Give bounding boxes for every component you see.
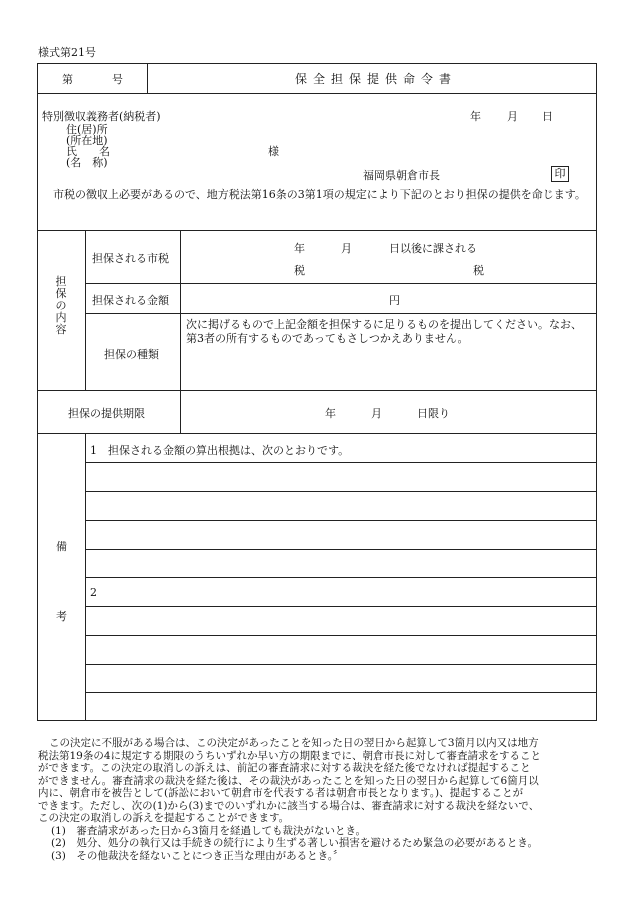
deadline-month: 月 <box>371 407 382 420</box>
address-label: 住(居)所 <box>66 123 108 136</box>
note-item: (3) その他裁決を経ないことにつき正当な理由があるとき。〞 <box>51 849 344 862</box>
form-frame <box>37 63 597 721</box>
seal-mark: 印 <box>551 166 569 182</box>
date-year: 年 <box>470 110 481 123</box>
remarks-item1: 1 担保される金額の算出根拠は、次のとおりです。 <box>90 444 350 457</box>
section-label: 担保の内容 <box>55 275 67 336</box>
date-day: 日 <box>542 110 553 123</box>
note-line: 内に、朝倉市を被告として(訴訟において朝倉市を代表する者は朝倉市長となります。)、提起することが <box>38 787 524 799</box>
type-text: 次に掲げるもので上記金額を担保するに足りるものを提出してください。なお、第3者の所有するものであってもさしつかえありません。 <box>186 318 582 345</box>
address-sub-label: (所在地) <box>66 134 108 147</box>
name-sub-label: (名 称) <box>66 156 108 169</box>
note-item: (1) 審査請求があった日から3箇月を経過しても裁決がないとき。 <box>51 824 367 837</box>
intro-text: 市税の徴収上必要があるので、地方税法第16条の3第1項の規定により下記のとおり担保の提供を命じます。 <box>53 188 586 201</box>
document-title: 保全担保提供命令書 <box>295 72 458 86</box>
number-label: 第 <box>62 73 73 86</box>
date-month: 月 <box>507 110 518 123</box>
addressee-line1: 特別徴収義務者(納税者) <box>42 110 161 123</box>
amount-label: 担保される金額 <box>92 294 169 307</box>
tax-left: 税 <box>294 264 305 277</box>
tax-label: 担保される市税 <box>92 252 169 265</box>
appeal-notes <box>38 737 541 862</box>
number-suffix: 号 <box>112 73 123 86</box>
note-line: ができます。この決定の取消しの訴えは、前記の審査請求に対する裁決を経た後でなければ提起すること <box>38 762 531 774</box>
remarks-label-1: 備 <box>56 540 67 553</box>
remarks-item2: 2 <box>90 586 97 599</box>
tax-day-suffix: 日以後に課される <box>389 242 477 255</box>
deadline-suffix: 日限り <box>417 407 450 420</box>
note-line: この決定の取消しの訴えを提起することができます。 <box>38 812 290 824</box>
tax-month: 月 <box>341 242 352 255</box>
amount-unit: 円 <box>389 294 400 307</box>
note-line: この決定に不服がある場合は、この決定があったことを知った日の翌日から起算して3箇月以内又は地方 <box>49 737 539 749</box>
deadline-label: 担保の提供期限 <box>68 407 145 420</box>
tax-year: 年 <box>294 242 305 255</box>
issuer-name: 福岡県朝倉市長 <box>363 169 440 182</box>
tax-right: 税 <box>473 264 484 277</box>
name-label: 氏 名 <box>66 145 110 158</box>
type-label: 担保の種類 <box>104 348 159 361</box>
form-number: 様式第21号 <box>38 46 96 59</box>
remarks-label-2: 考 <box>56 610 67 623</box>
deadline-year: 年 <box>325 407 336 420</box>
honorific: 様 <box>268 145 279 158</box>
note-line: ができません。審査請求の裁決を経た後は、その裁決があったことを知った日の翌日から起算して6箇月以 <box>38 774 539 787</box>
note-line: できます。ただし、次の(1)から(3)までのいずれかに該当する場合は、審査請求に対する裁決を経ないで、 <box>38 799 540 812</box>
note-line: 税法第19条の4に規定する期限のうちいずれか早い方の期限までに、朝倉市長に対して審査請求をすること <box>38 749 542 762</box>
note-item: (2) 処分、処分の執行又は手続きの続行により生ずる著しい損害を避けるため緊急の必要があるとき。 <box>51 837 538 849</box>
